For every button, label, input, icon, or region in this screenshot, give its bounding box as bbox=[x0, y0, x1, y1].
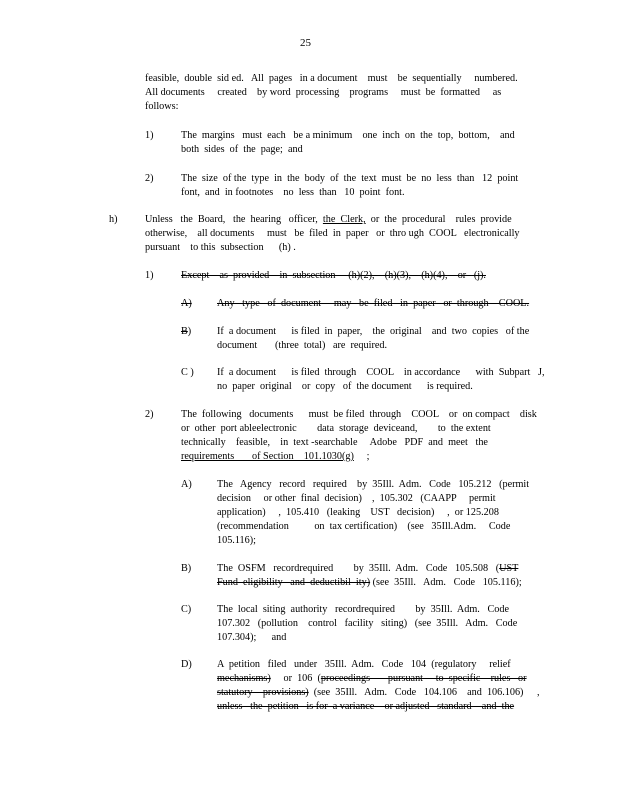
g1-number: 1) bbox=[145, 130, 154, 141]
intro-line-3: follows: bbox=[145, 101, 179, 112]
h1A-deleted-text: Any type of document may be filed in paper or through COOL. bbox=[217, 298, 530, 309]
h2A-line-5: 105.116); bbox=[217, 535, 256, 546]
h2A-line-4: (recommendation on tax certification) (see 35Ill.Adm. Code bbox=[217, 521, 511, 532]
h2B-line-1-text: The OSFM recordrequired by 35Ill. Adm. Code 105.508 ( bbox=[217, 563, 500, 574]
h1C-number: C ) bbox=[181, 367, 194, 378]
h2-line-4-text: ; bbox=[353, 451, 370, 462]
h2A-line-2: decision or other final decision) , 105.302 (CAAPP permit bbox=[217, 493, 496, 504]
page-number: 25 bbox=[300, 37, 311, 49]
h-line-1-text-a: Unless the Board, the hearing officer, bbox=[145, 214, 323, 225]
h2D-line-1: A petition filed under 35Ill. Adm. Code 104 (regulatory relief bbox=[217, 659, 511, 670]
h-line-1-inserted: the Clerk, bbox=[322, 214, 366, 225]
h1B-line-2: document (three total) are required. bbox=[217, 340, 388, 351]
h2B-line-1-deleted: UST bbox=[499, 563, 519, 574]
h1C-line-2: no paper original or copy of the document is required. bbox=[217, 381, 473, 392]
g2-line-2: font, and in footnotes no less than 10 point font. bbox=[181, 187, 405, 198]
h2D-number: D) bbox=[181, 659, 192, 670]
g2-number: 2) bbox=[145, 173, 154, 184]
h2A-number: A) bbox=[181, 479, 192, 490]
h-line-3: pursuant to this subsection (h) . bbox=[145, 242, 296, 253]
g2-line-1: The size of the type in the body of the text must be no less than 12 point bbox=[181, 173, 519, 184]
h2D-margin-mark: , bbox=[537, 687, 540, 698]
h1C-line-1: If a document is filed through COOL in accordance with Subpart J, bbox=[217, 367, 545, 378]
h2-line-1: The following documents must be filed through COOL or on compact disk bbox=[181, 409, 537, 420]
h2-number: 2) bbox=[145, 409, 154, 420]
h2-line-2: or other port ableelectronic data storage deviceand, to the extent bbox=[181, 423, 491, 434]
h2C-line-3: 107.304); and bbox=[217, 632, 287, 643]
h2-line-4 bbox=[181, 450, 369, 464]
g1-line-1: The margins must each be a minimum one inch on the top, bottom, and bbox=[181, 130, 515, 141]
h-line-1 bbox=[145, 213, 512, 227]
h2B-line-2-text: (see 35Ill. Adm. Code 105.116); bbox=[370, 577, 522, 588]
h2A-line-1: The Agency record required by 35Ill. Adm. Code 105.212 (permit bbox=[217, 479, 530, 490]
intro-line-1: feasible, double sid ed. All pages in a document must be sequentially numbered. bbox=[145, 73, 518, 84]
h1A-number: A) bbox=[181, 298, 192, 309]
h2D-line-3-deleted: statutory provisions) bbox=[217, 687, 309, 698]
h2B-line-2-deleted: Fund eligibility and deductibil ity) bbox=[217, 577, 371, 588]
h2D-line-2 bbox=[217, 672, 527, 686]
h2-line-4-inserted: requirements of Section 101.1030(g) bbox=[181, 451, 354, 462]
h-line-1-text-b: or the procedural rules provide bbox=[365, 214, 512, 225]
h2C-line-2: 107.302 (pollution control facility siting) (see 35Ill. Adm. Code bbox=[217, 618, 518, 629]
h2D-line-2-text: or 106 ( bbox=[270, 673, 321, 684]
h2A-line-3: application) , 105.410 (leaking UST decision) , or 125.208 bbox=[217, 507, 499, 518]
h1B-number-new: ) bbox=[187, 326, 192, 337]
h1-number: 1) bbox=[145, 270, 154, 281]
h2C-line-1: The local siting authority recordrequired by 35Ill. Adm. Code bbox=[217, 604, 509, 615]
g1-line-2: both sides of the page; and bbox=[181, 144, 303, 155]
h2D-line-3-text: (see 35Ill. Adm. Code 104.106 and 106.106) bbox=[308, 687, 524, 698]
h-line-2: otherwise, all documents must be filed in paper or thro ugh COOL electronically bbox=[145, 228, 520, 239]
h2B-line-2 bbox=[217, 576, 522, 590]
h2D-line-4: unless the petition is for a variance or adjusted standard and the bbox=[217, 701, 515, 712]
h1B-number bbox=[181, 325, 191, 339]
h1-deleted-text: Except as provided in subsection (h)(2), (h)(3), (h)(4), or (j). bbox=[181, 270, 486, 281]
h2D-line-2-deleted-a: mechanisms) bbox=[217, 673, 271, 684]
h2B-line-1 bbox=[217, 562, 518, 576]
h2D-line-3 bbox=[217, 686, 523, 700]
h1B-line-1: If a document is filed in paper, the original and two copies of the bbox=[217, 326, 530, 337]
h1B-number-deleted: B bbox=[181, 326, 188, 337]
h2B-number: B) bbox=[181, 563, 192, 574]
h-number: h) bbox=[109, 214, 118, 225]
h2C-number: C) bbox=[181, 604, 192, 615]
intro-line-2: All documents created by word processing programs must be formatted as bbox=[145, 87, 502, 98]
h2-line-3: technically feasible, in text -searchable Adobe PDF and meet the bbox=[181, 437, 488, 448]
h2D-line-2-deleted-b: proceedings pursuant to specific rules or bbox=[320, 673, 527, 684]
